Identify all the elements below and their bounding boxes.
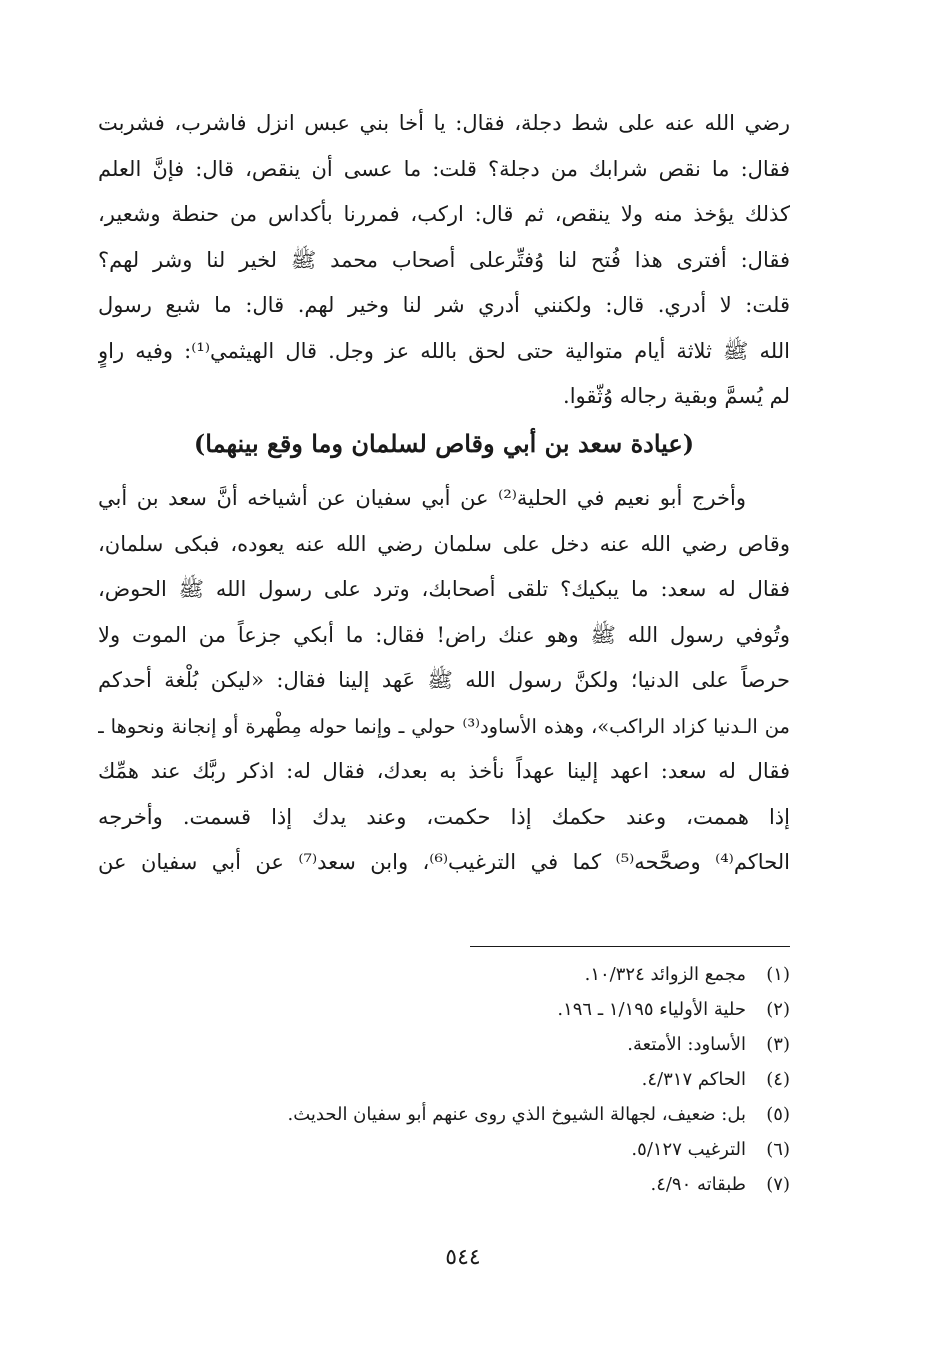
footnote-number: (٧) [766, 1174, 790, 1195]
text-line: وقاص رضي الله عنه دخل على سلمان رضي الله عنه يعوده، فبكى سلمان، [98, 531, 790, 556]
footnotes-list [90, 957, 790, 1202]
footnote-text: الأساود: الأمتعة. [627, 1034, 746, 1055]
footnote [90, 992, 790, 1027]
footnote-number: (٣) [766, 1034, 790, 1055]
footnote-number: (٢) [766, 999, 790, 1020]
footnote [90, 957, 790, 992]
body-paragraph-1 [98, 101, 790, 420]
footnote-text: مجمع الزوائد ١٠/٣٢٤. [584, 964, 746, 985]
footnote [90, 1097, 790, 1132]
text-line: حرصاً على الدنيا؛ ولكنَّ رسول الله ﷺ عَهد إلينا فقال: «ليكن بُلْغة أحدكم [98, 668, 790, 692]
footnote-separator [470, 946, 790, 947]
text-line: وتُوفي رسول الله ﷺ وهو عنك راض! فقال: ما أبكي جزعاً من الموت ولا [98, 622, 790, 647]
text-line: الله ﷺ ثلاثة أيام متوالية حتى لحق بالله عز وجل. قال الهيثمي⁽¹⁾: وفيه راوٍ [98, 338, 790, 363]
footnote-text: الترغيب ٥/١٢٧. [631, 1139, 746, 1160]
text-line: فقال: ما نقص شرابك من دجلة؟ قلت: ما عسى أن ينقص، قال: فإنَّ العلم [98, 156, 790, 181]
page-number: ٥٤٤ [445, 1245, 481, 1270]
footnote-text: الحاكم ٤/٣١٧. [641, 1069, 746, 1090]
body-paragraph-2 [98, 476, 790, 886]
footnote [90, 1132, 790, 1167]
text-line: الحاكم⁽⁴⁾ وصحَّحه⁽⁵⁾ كما في الترغيب⁽⁶⁾، وابن سعد⁽⁷⁾ عن أبي سفيان عن [98, 850, 790, 874]
footnote [90, 1167, 790, 1202]
text-line: رضي الله عنه على شط دجلة، فقال: يا أخا بني عبس انزل فاشرب، فشربت [98, 111, 790, 135]
text-line: من الـدنيا كزاد الراكب»، وهذه الأساود⁽³⁾ حولي ـ وإنما حوله مِطْهرة أو إنجانة ونحوها ـ [98, 714, 790, 738]
text-line: وأخرج أبو نعيم في الحلية⁽²⁾ عن أبي سفيان عن أشياخه أنَّ سعد بن أبي [98, 486, 746, 510]
text-line: قلت: لا أدري. قال: ولكنني أدري شر لنا وخير لهم. قال: ما شبع رسول [98, 293, 790, 317]
footnote-number: (٦) [766, 1139, 790, 1160]
footnote-number: (١) [766, 964, 790, 985]
footnote [90, 1027, 790, 1062]
footnote [90, 1062, 790, 1097]
text-line: فقال: أفترى هذا فُتح لنا وُفتِّرعلى أصحاب محمد ﷺ لخير لنا وشر لهم؟ [98, 247, 790, 272]
section-heading: (عيادة سعد بن أبي وقاص لسلمان وما وقع بينهما) [193, 429, 695, 458]
footnote-text: طبقاته ٤/٩٠. [650, 1174, 746, 1195]
text-line: كذلك يؤخذ منه ولا ينقص، ثم قال: اركب، فمررنا بأكداس من حنطة وشعير، [98, 202, 790, 226]
text-line: لم يُسمَّ وبقية رجاله وُثّقوا. [563, 384, 790, 408]
text-line: إذا هممت، وعند حكمك إذا حكمت، وعند يدك إذا قسمت. وأخرجه [98, 804, 790, 829]
footnote-number: (٤) [766, 1069, 790, 1090]
footnote-number: (٥) [766, 1104, 790, 1125]
text-line: فقال له سعد: اعهد إلينا عهداً نأخذ به بعدك، فقال له: اذكر ربَّك عند همِّك [98, 759, 790, 783]
footnote-text: حلية الأولياء ١/١٩٥ ـ ١٩٦. [557, 999, 746, 1020]
footnote-text: بل: ضعيف، لجهالة الشيوخ الذي روى عنهم أبو سفيان الحديث. [287, 1104, 746, 1125]
text-line: فقال له سعد: ما يبكيك؟ تلقى أصحابك، وترد على رسول الله ﷺ الحوض، [98, 577, 790, 601]
